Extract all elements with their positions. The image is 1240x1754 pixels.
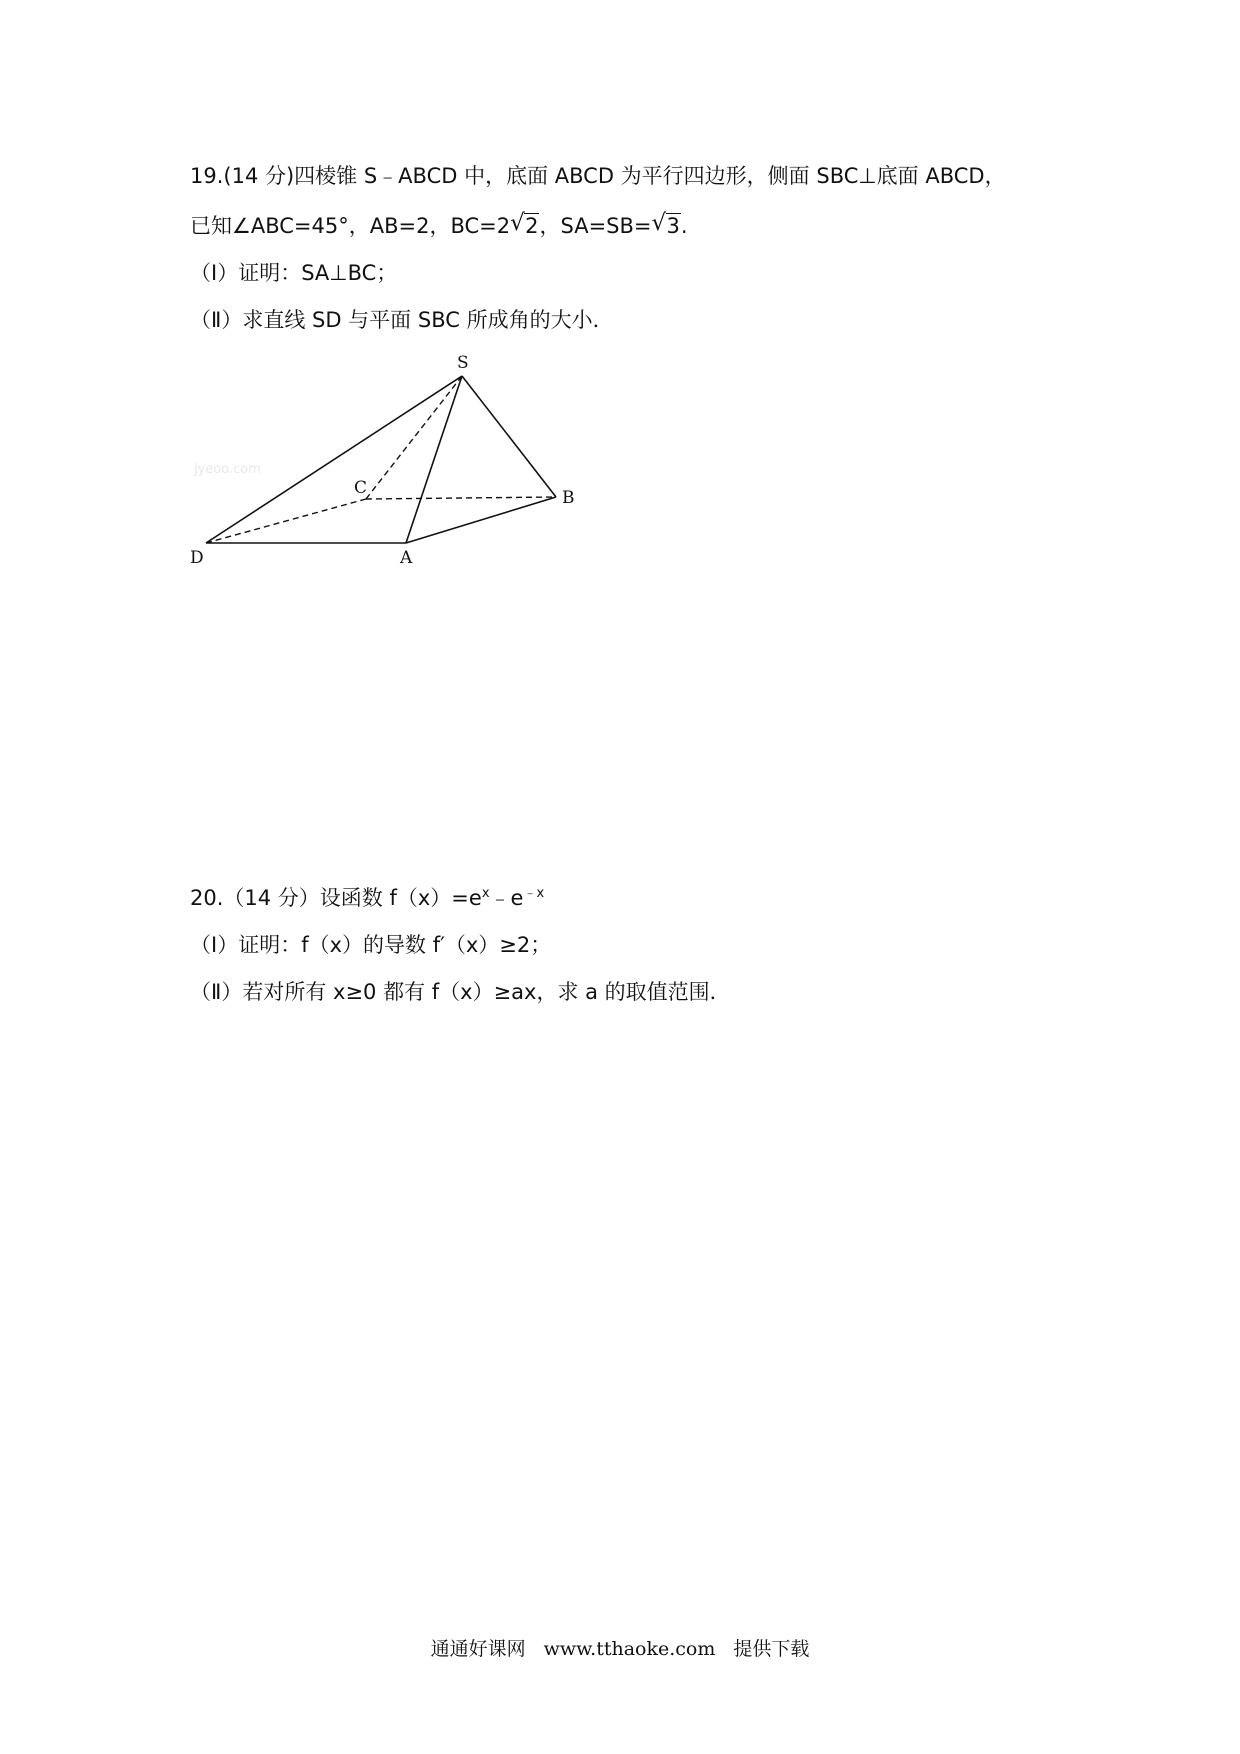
sqrt-2-radical: √ 2 [511, 211, 539, 241]
edge-CB-hidden [366, 497, 556, 499]
q19-part2: （Ⅱ）求直线 SD 与平面 SBC 所成角的大小． [190, 308, 614, 332]
vertex-label-D: D [190, 548, 204, 568]
vertex-label-S: S [457, 353, 469, 373]
edge-AB [406, 497, 556, 543]
watermark: jyeoo.com [194, 462, 261, 477]
footer-site-name: 通通好课网 [430, 1638, 526, 1660]
q20-part2: （Ⅱ）若对所有 x≥0 都有 f（x）≥ax，求 a 的取值范围． [190, 980, 731, 1004]
vertex-label-A: A [400, 548, 413, 568]
edge-SC-hidden [366, 376, 462, 499]
q20-statement-text: 20.（14 分）设函数 f（x）=e [190, 886, 482, 910]
vertex-label-B: B [562, 488, 575, 508]
q19-given-text-2: ，SA=SB= [539, 214, 652, 238]
q20-statement [190, 883, 544, 913]
q19-given-text: 已知∠ABC=45°，AB=2，BC=2 [190, 214, 511, 238]
sqrt-3-radical: √ 3 [653, 211, 681, 241]
vertex-label-C: C [354, 478, 368, 498]
q20-statement-minus: ﹣e [489, 886, 524, 910]
q20-part1: （Ⅰ）证明：f（x）的导数 f′（x）≥2； [190, 933, 552, 957]
pyramid-figure [180, 350, 600, 580]
edge-SD [206, 376, 462, 543]
footer-url[interactable]: www.tthaoke.com [543, 1638, 716, 1660]
q19-given-period: . [680, 214, 688, 238]
q19-statement-line2 [190, 211, 688, 241]
footer-suffix: 提供下载 [733, 1638, 810, 1660]
q19-part1: （Ⅰ）证明：SA⊥BC； [190, 261, 398, 285]
edge-SA [406, 376, 462, 543]
q19-statement-line1: 19.(14 分)四棱锥 S﹣ABCD 中，底面 ABCD 为平行四边形，侧面 SBC⊥底面 ABCD， [190, 164, 1006, 188]
page-footer [0, 1634, 1240, 1661]
edge-SB [462, 376, 556, 497]
edge-DC-hidden [206, 499, 366, 543]
exponent-neg-x: ﹣x [523, 886, 545, 901]
exponent-x: x [481, 886, 490, 901]
